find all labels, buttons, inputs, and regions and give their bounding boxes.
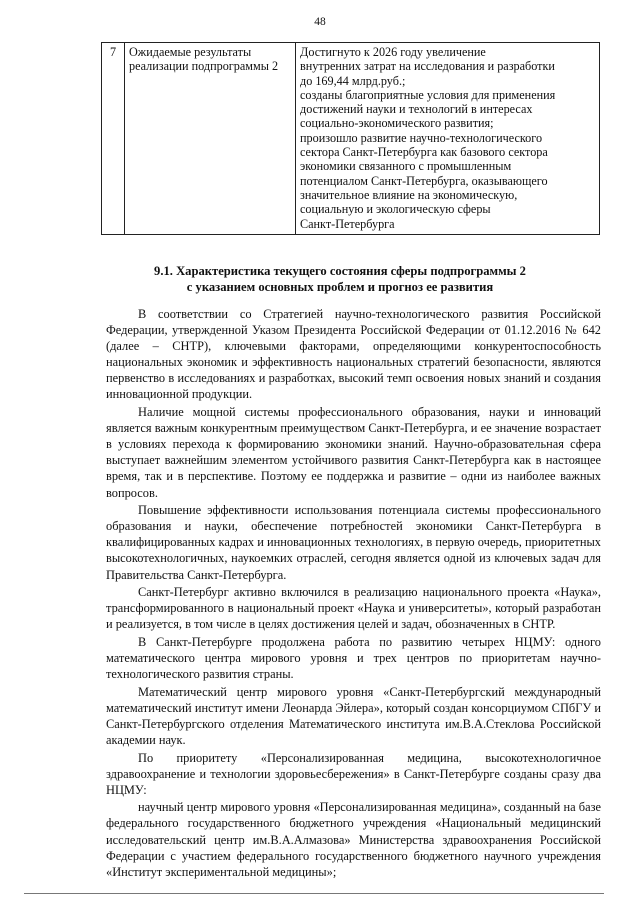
result-line: достижений науки и технологий в интересах [300,102,533,117]
section-title-line: с указанием основных проблем и прогноз ее развития [186,279,494,294]
paragraph: научный центр мирового уровня «Персонализированная медицина», созданный на базе федерального государственного бюджетного учреждения «Национальный медицинский исследовательский центр им.В.А.Алмазова» Министерства здравоохранения Российской Федерации с участием федерального государственного бюджетного научного учреждения «Институт экспериментальной медицины»; [106,800,601,879]
paragraph: В Санкт-Петербурге продолжена работа по развитию четырех НЦМУ: одного математического центра мирового уровня и трех центров по приоритетам научно-технологического развития страны. [106,634,601,682]
result-line: Достигнуто к 2026 году увеличение [300,45,486,59]
result-line: внутренних затрат на исследования и разработки [300,59,555,74]
result-line: до 169,44 млрд.руб.; [300,73,406,88]
result-line: Санкт-Петербурга [300,216,395,231]
paragraph: Санкт-Петербург активно включился в реализацию национального проекта «Наука», трансформированного в национальный проект «Наука и университеты», который разработан и реализуется, в том числе в целях достижения целей и задач, обозначенных в СНТР. [106,585,601,632]
row-title-cell: Ожидаемые результаты реализации подпрограммы 2 [125,43,296,235]
footer-rule [24,893,604,894]
paragraph: Наличие мощной системы профессионального образования, науки и инноваций является важным конкурентным преимуществом Санкт-Петербурга, и ее значение возрастает в условиях перехода к формированию экономики знаний. Научно-образовательная сфера выступает важнейшим элементом устойчивого развития Санкт-Петербурга как в настоящее время, так и в перспективе. Поэтому ее поддержка и развитие – одни из наиболее важных вопросов. [106,405,601,500]
paragraph: По приоритету «Персонализированная медицина, высокотехнологичное здравоохранение и технологии здоровьесбережения» в Санкт-Петербурге созданы сразу два НЦМУ: [106,750,601,797]
table-row [102,43,600,235]
paragraph: Повышение эффективности использования потенциала системы профессионального образования и науки, обеспечение потребностей экономики Санкт-Петербурга в квалифицированных кадрах и инновационных технологиях, в первую очередь, приоритетных высокотехнологичных, наукоемких отраслей, сегодня является одной из ключевых задач для Правительства Санкт-Петербурга. [106,503,601,582]
result-line: потенциалом Санкт-Петербурга, оказывающего [300,173,548,188]
section-title-line: 9.1. Характеристика текущего состояния сферы подпрограммы 2 [154,264,526,278]
result-line: созданы благоприятные условия для применения [300,87,556,102]
row-results-cell [296,43,600,235]
result-line: сектора Санкт-Петербурга как базового сектора [300,145,548,160]
results-table [101,42,600,235]
result-line: экономики связанного с промышленным [300,159,512,174]
paragraph: Математический центр мирового уровня «Санкт-Петербургский международный математический институт имени Леонарда Эйлера», который создан консорциумом СПбГУ и Санкт-Петербургского отделения Математического института им.В.А.Стеклова Российской академии наук. [106,684,601,747]
paragraph: В соответствии со Стратегией научно-технологического развития Российской Федерации, утвержденной Указом Президента Российской Федерации от 01.12.2016 № 642 (далее – СНТР), ключевыми факторами, определяющими конкурентоспособность национальных экономик и эффективность национальных стратегий безопасности, являются первенство в исследованиях и разработках, высокий темп освоения новых знаний и создания инновационной продукции. [106,307,601,402]
result-line: произошло развитие научно-технологического [300,130,543,145]
result-line: значительное влияние на экономическую, [300,187,518,202]
result-line: социальную и экологическую сферы [300,202,491,217]
page-number: 48 [314,16,326,28]
result-line: социально-экономического развития; [300,116,494,131]
section-title [80,264,600,295]
row-number-cell: 7 [102,43,125,235]
body-text [106,306,601,881]
